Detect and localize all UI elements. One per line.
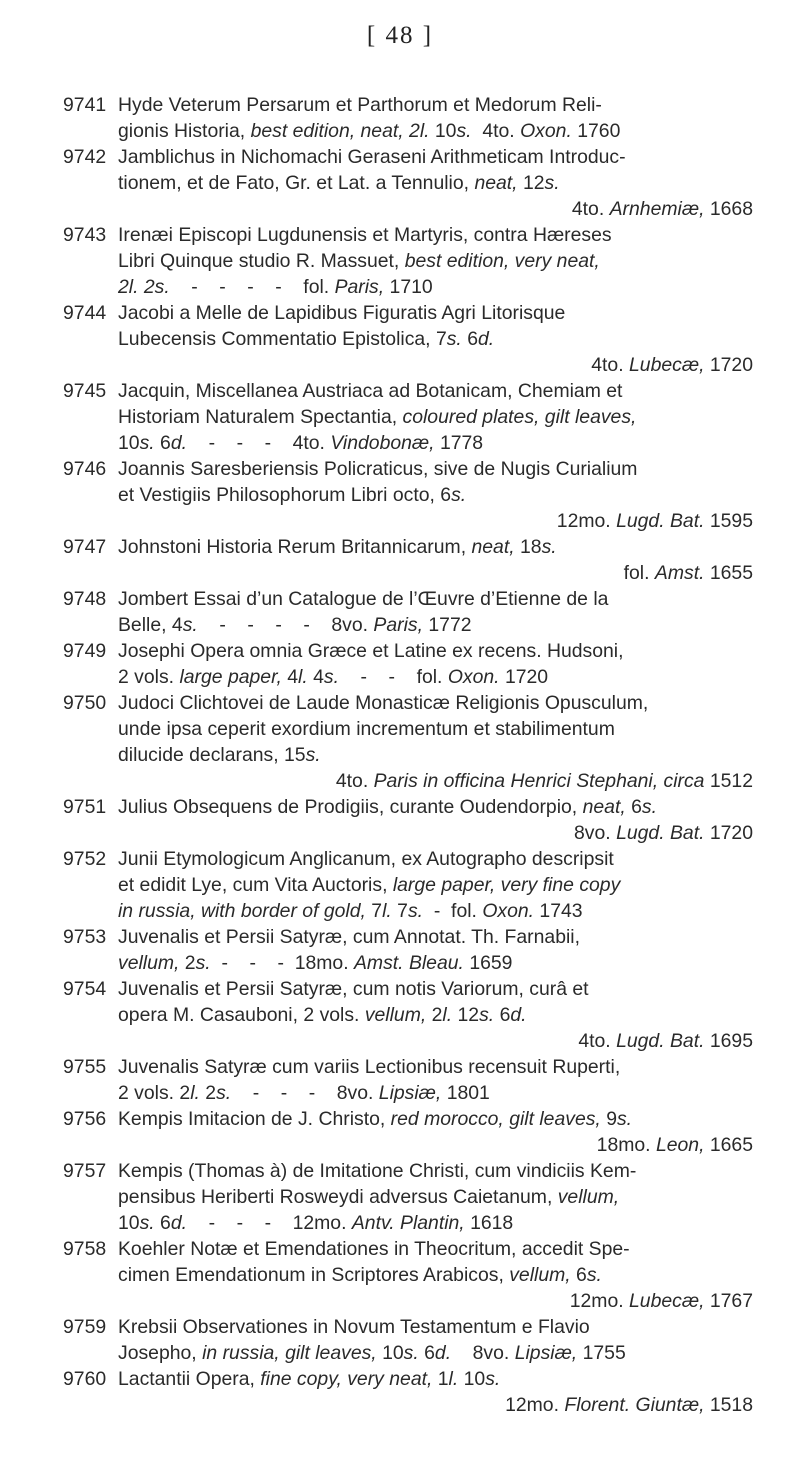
italic-text: s.	[216, 1082, 232, 1104]
text-segment: 2 vols.	[118, 666, 180, 688]
catalogue-entry	[63, 846, 753, 924]
lot-number: 9750	[63, 692, 107, 714]
text-segment: 1655	[704, 562, 753, 584]
text-segment: 6	[625, 796, 642, 818]
text-segment: 1772	[422, 614, 472, 636]
italic-text: large paper,	[179, 666, 282, 688]
italic-text: l.	[190, 1082, 200, 1104]
text-segment: 4to.	[471, 120, 521, 142]
italic-text: Amst. Bleau.	[354, 952, 464, 974]
italic-text: 2l. 2s.	[118, 276, 170, 298]
text-segment: Kempis (Thomas à) de Imitatione Christi, cum vindiciis Kem-	[118, 1160, 637, 1182]
lot-number: 9760	[63, 1368, 107, 1390]
italic-text: fine copy, very neat,	[260, 1368, 433, 1390]
italic-text: l.	[442, 1004, 453, 1026]
entry-line	[118, 326, 753, 352]
imprint-line	[118, 1392, 753, 1418]
text-segment: 4	[307, 666, 324, 688]
entry-line	[118, 872, 753, 898]
italic-text: s.	[641, 796, 657, 818]
entry-line	[118, 1236, 753, 1262]
entry-line	[118, 898, 753, 924]
text-segment: unde ipsa ceperit exordium incrementum et stabilimentum	[118, 718, 615, 740]
text-segment: - - - 12mo.	[187, 1212, 352, 1234]
text-segment: 10	[118, 432, 140, 454]
catalogue-entry	[63, 1158, 753, 1236]
lot-number: 9756	[63, 1108, 107, 1130]
text-segment: 6	[570, 1264, 587, 1286]
lot-number: 9745	[63, 380, 107, 402]
italic-text: coloured plates, gilt leaves,	[402, 406, 637, 428]
imprint-line	[118, 1028, 753, 1054]
text-segment: 1659	[463, 952, 513, 974]
text-segment: Juvenalis Satyræ cum variis Lectionibus recensuit Ruperti,	[118, 1056, 621, 1078]
text-segment: Jamblichus in Nichomachi Geraseni Arithmeticam Introduc-	[118, 146, 626, 168]
text-segment: 1618	[464, 1212, 514, 1234]
text-segment: 1668	[704, 198, 753, 220]
entry-line	[118, 976, 753, 1002]
text-segment: 6	[418, 1342, 435, 1364]
italic-text: Paris in officina Henrici Stephani, circa	[373, 770, 705, 792]
italic-text: vellum,	[118, 952, 180, 974]
text-segment: Lactantii Opera,	[118, 1368, 261, 1390]
catalogue-entry	[63, 1314, 753, 1366]
text-segment: 8vo.	[451, 1342, 515, 1364]
text-segment: dilucide declarans, 15	[118, 744, 306, 766]
imprint-line	[118, 196, 753, 222]
text-segment: Josephi Opera omnia Græce et Latine ex recens. Hudsoni,	[118, 640, 624, 662]
lot-number: 9749	[63, 640, 107, 662]
text-segment: 7	[365, 900, 383, 922]
italic-text: s.	[541, 536, 557, 558]
text-segment: 8vo.	[574, 822, 617, 844]
italic-text: d.	[434, 1342, 452, 1364]
entry-line	[118, 222, 753, 248]
italic-text: Lipsiæ,	[378, 1082, 442, 1104]
text-segment: - - - 4to.	[187, 432, 331, 454]
text-segment: 4to.	[335, 770, 374, 792]
entry-line	[118, 1106, 753, 1132]
text-segment: 18	[514, 536, 542, 558]
text-segment: - - fol.	[339, 666, 448, 688]
text-segment: 1767	[704, 1290, 753, 1312]
entry-line	[118, 144, 753, 170]
italic-text: s.	[195, 952, 211, 974]
lot-number: 9748	[63, 588, 107, 610]
lot-number: 9759	[63, 1316, 107, 1338]
italic-text: l.	[448, 1368, 459, 1390]
text-segment: Irenæi Episcopi Lugdunensis et Martyris, contra Hæreses	[118, 224, 612, 246]
text-segment: 1760	[571, 120, 621, 142]
italic-text: s.	[182, 614, 198, 636]
text-segment: 1518	[704, 1394, 753, 1416]
text-segment: Jombert Essai d’un Catalogue de l’Œuvre d’Etienne de la	[118, 588, 609, 610]
entry-line	[118, 430, 753, 456]
text-segment: 6	[461, 328, 478, 350]
lot-number: 9754	[63, 978, 107, 1000]
lot-number: 9743	[63, 224, 107, 246]
imprint-line	[118, 352, 753, 378]
text-segment: 1720	[704, 354, 753, 376]
imprint-line	[118, 768, 753, 794]
catalogue-entry	[63, 638, 753, 690]
text-segment: 1778	[434, 432, 484, 454]
catalogue-entry	[63, 794, 753, 846]
italic-text: s.	[139, 432, 155, 454]
text-segment: opera M. Casauboni, 2 vols.	[118, 1004, 365, 1026]
italic-text: red morocco, gilt leaves,	[390, 1108, 601, 1130]
entry-line	[118, 248, 753, 274]
imprint-line	[118, 560, 753, 586]
italic-text: s.	[544, 172, 560, 194]
text-segment: Krebsii Observationes in Novum Testamentum e Flavio	[118, 1316, 590, 1338]
italic-text: Amst.	[654, 562, 705, 584]
text-segment: 4	[281, 666, 299, 688]
text-segment: 1710	[384, 276, 433, 298]
italic-text: in russia, with border of gold,	[118, 900, 366, 922]
entry-line	[118, 612, 753, 638]
lot-number: 9747	[63, 536, 107, 558]
entry-line	[118, 950, 753, 976]
text-segment: Junii Etymologicum Anglicanum, ex Autographo descripsit	[118, 848, 614, 870]
text-segment: Judoci Clichtovei de Laude Monasticæ Religionis Opusculum,	[118, 692, 649, 714]
entry-line	[118, 1314, 753, 1340]
imprint-line	[118, 820, 753, 846]
entry-line	[118, 300, 753, 326]
entry-line	[118, 1158, 753, 1184]
italic-text: s.	[305, 744, 321, 766]
text-segment: 6	[494, 1004, 511, 1026]
text-segment: Historiam Naturalem Spectantia,	[118, 406, 403, 428]
entry-line	[118, 664, 753, 690]
text-segment: 10	[429, 120, 457, 142]
catalogue-entry	[63, 144, 753, 222]
italic-text: s.	[323, 666, 339, 688]
italic-text: d.	[510, 1004, 527, 1026]
catalogue-entry	[63, 300, 753, 378]
catalogue-entry	[63, 1054, 753, 1106]
text-segment: Johnstoni Historia Rerum Britannicarum,	[118, 536, 472, 558]
italic-text: s.	[139, 1212, 155, 1234]
entry-line	[118, 92, 753, 118]
text-segment: 12mo.	[556, 510, 617, 532]
text-segment: Julius Obsequens de Prodigiis, curante Oudendorpio,	[118, 796, 583, 818]
catalogue-entry	[63, 690, 753, 794]
italic-text: in russia, gilt leaves,	[202, 1342, 377, 1364]
italic-text: Paris,	[334, 276, 385, 298]
entry-line	[118, 482, 753, 508]
text-segment: Josepho,	[118, 1342, 203, 1364]
entry-line	[118, 586, 753, 612]
text-segment: Juvenalis et Persii Satyræ, cum notis Variorum, curâ et	[118, 978, 589, 1000]
italic-text: Florent. Giuntæ,	[564, 1394, 705, 1416]
imprint-line	[118, 1132, 753, 1158]
entry-line	[118, 846, 753, 872]
entry-line	[118, 924, 753, 950]
text-segment: Jacquin, Miscellanea Austriaca ad Botanicam, Chemiam et	[118, 380, 623, 402]
catalogue-entry	[63, 1236, 753, 1314]
imprint-line	[118, 1288, 753, 1314]
italic-text: s.	[586, 1264, 602, 1286]
lot-number: 9751	[63, 796, 107, 818]
text-segment: Lubecensis Commentatio Epistolica, 7	[118, 328, 447, 350]
italic-text: best edition, very neat,	[404, 250, 600, 272]
text-segment: 1695	[704, 1030, 753, 1052]
text-segment: 6	[154, 432, 171, 454]
entry-line	[118, 1262, 753, 1288]
lot-number: 9753	[63, 926, 107, 948]
text-segment: 12	[452, 1004, 480, 1026]
italic-text: Antv. Plantin,	[351, 1212, 465, 1234]
text-segment: 7	[391, 900, 408, 922]
italic-text: s.	[407, 900, 424, 922]
text-segment: pensibus Heriberti Rosweydi adversus Caietanum,	[118, 1186, 558, 1208]
italic-text: Arnhemiæ,	[609, 198, 705, 220]
catalogue-entry	[63, 1366, 753, 1418]
italic-text: d.	[478, 328, 495, 350]
text-segment: 2	[199, 1082, 217, 1104]
text-segment: cimen Emendationum in Scriptores Arabicos,	[118, 1264, 510, 1286]
italic-text: s.	[446, 328, 462, 350]
entry-line	[118, 456, 753, 482]
lot-number: 9741	[63, 94, 107, 116]
italic-text: l.	[298, 666, 308, 688]
italic-text: s.	[456, 120, 472, 142]
entry-line	[118, 534, 753, 560]
entry-line	[118, 1080, 753, 1106]
entry-line	[118, 1366, 753, 1392]
text-segment: - - - 18mo.	[210, 952, 354, 974]
italic-text: Oxon.	[520, 120, 572, 142]
italic-text: d.	[170, 1212, 188, 1234]
catalogue-entry	[63, 586, 753, 638]
text-segment: 1595	[704, 510, 753, 532]
italic-text: Paris,	[373, 614, 423, 636]
text-segment: 1	[432, 1368, 449, 1390]
entry-line	[118, 1002, 753, 1028]
italic-text: Lugd. Bat.	[616, 822, 705, 844]
italic-text: s.	[485, 1368, 501, 1390]
entry-line	[118, 170, 753, 196]
text-segment: Jacobi a Melle de Lapidibus Figuratis Agri Litorisque	[118, 302, 566, 324]
text-segment: fol.	[623, 562, 655, 584]
italic-text: Lipsiæ,	[514, 1342, 578, 1364]
text-segment: 4to.	[578, 1030, 617, 1052]
italic-text: Lubecæ,	[629, 354, 705, 376]
lot-number: 9758	[63, 1238, 107, 1260]
text-segment: 2 vols. 2	[118, 1082, 191, 1104]
text-segment: et edidit Lye, cum Vita Auctoris,	[118, 874, 393, 896]
text-segment: 1743	[534, 900, 583, 922]
italic-text: Lugd. Bat.	[616, 1030, 705, 1052]
catalogue-entry	[63, 924, 753, 976]
text-segment: 1665	[704, 1134, 753, 1156]
catalogue-entry	[63, 456, 753, 534]
text-segment: Libri Quinque studio R. Massuet,	[118, 250, 405, 272]
entry-line	[118, 1340, 753, 1366]
text-segment: 18mo.	[596, 1134, 656, 1156]
entry-line	[118, 118, 753, 144]
entry-line	[118, 690, 753, 716]
lot-number: 9742	[63, 146, 107, 168]
text-segment: Kempis Imitacion de J. Christo,	[118, 1108, 391, 1130]
catalogue-entry	[63, 222, 753, 300]
catalogue-entries	[63, 92, 753, 1418]
italic-text: d.	[170, 432, 188, 454]
italic-text: Oxon.	[482, 900, 535, 922]
lot-number: 9746	[63, 458, 107, 480]
italic-text: best edition, neat, 2l.	[250, 120, 430, 142]
text-segment: 4to.	[591, 354, 629, 376]
text-segment: gionis Historia,	[118, 120, 251, 142]
text-segment: et Vestigiis Philosophorum Libri octo, 6	[118, 484, 452, 506]
text-segment: - fol.	[423, 900, 483, 922]
entry-line	[118, 1210, 753, 1236]
entry-line	[118, 742, 753, 768]
text-segment: tionem, et de Fato, Gr. et Lat. a Tennulio,	[118, 172, 475, 194]
italic-text: s.	[616, 1108, 633, 1130]
lot-number: 9744	[63, 302, 107, 324]
text-segment: Belle, 4	[118, 614, 183, 636]
text-segment: 4to.	[571, 198, 610, 220]
text-segment: 2	[179, 952, 196, 974]
lot-number: 9755	[63, 1056, 107, 1078]
text-segment: Hyde Veterum Persarum et Parthorum et Medorum Reli-	[118, 94, 602, 116]
italic-text: neat,	[471, 536, 515, 558]
text-segment: 2	[426, 1004, 443, 1026]
text-segment: 6	[154, 1212, 171, 1234]
italic-text: vellum,	[364, 1004, 427, 1026]
italic-text: neat,	[474, 172, 518, 194]
text-segment: Koehler Notæ et Emendationes in Theocritum, accedit Spe-	[118, 1238, 630, 1260]
text-segment: 12	[517, 172, 545, 194]
text-segment: - - - - 8vo.	[197, 614, 374, 636]
text-segment: 12mo.	[505, 1394, 565, 1416]
italic-text: large paper, very fine copy	[392, 874, 621, 896]
italic-text: neat,	[582, 796, 626, 818]
entry-line	[118, 274, 753, 300]
entry-line	[118, 794, 753, 820]
imprint-line	[118, 508, 753, 534]
catalogue-entry	[63, 534, 753, 586]
text-segment: 10	[118, 1212, 140, 1234]
catalogue-entry	[63, 976, 753, 1054]
italic-text: Vindobonæ,	[330, 432, 435, 454]
italic-text: vellum,	[557, 1186, 620, 1208]
text-segment: 9	[600, 1108, 617, 1130]
text-segment: 10	[376, 1342, 404, 1364]
lot-number: 9757	[63, 1160, 107, 1182]
catalogue-entry	[63, 1106, 753, 1158]
text-segment: 1720	[499, 666, 549, 688]
entry-line	[118, 404, 753, 430]
italic-text: Leon,	[655, 1134, 705, 1156]
text-segment: 1720	[704, 822, 753, 844]
italic-text: s.	[403, 1342, 419, 1364]
text-segment: 1755	[577, 1342, 626, 1364]
italic-text: Oxon.	[447, 666, 500, 688]
text-segment: 1512	[704, 770, 753, 792]
catalogue-entry	[63, 92, 753, 144]
text-segment: - - - 8vo.	[231, 1082, 379, 1104]
text-segment: 10	[458, 1368, 486, 1390]
italic-text: l.	[382, 900, 392, 922]
entry-line	[118, 716, 753, 742]
entry-line	[118, 378, 753, 404]
text-segment: 12mo.	[569, 1290, 629, 1312]
text-segment: 1801	[441, 1082, 490, 1104]
lot-number: 9752	[63, 848, 107, 870]
entry-line	[118, 1054, 753, 1080]
page-number: [ 48 ]	[366, 22, 434, 49]
text-segment: Joannis Saresberiensis Policraticus, sive de Nugis Curialium	[118, 458, 638, 480]
text-segment: - - - - fol.	[169, 276, 335, 298]
catalogue-entry	[63, 378, 753, 456]
entry-line	[118, 1184, 753, 1210]
italic-text: s.	[479, 1004, 495, 1026]
italic-text: Lubecæ,	[629, 1290, 705, 1312]
italic-text: Lugd. Bat.	[616, 510, 705, 532]
italic-text: vellum,	[509, 1264, 571, 1286]
text-segment: Juvenalis et Persii Satyræ, cum Annotat. Th. Farnabii,	[118, 926, 580, 948]
entry-line	[118, 638, 753, 664]
italic-text: s.	[451, 484, 467, 506]
